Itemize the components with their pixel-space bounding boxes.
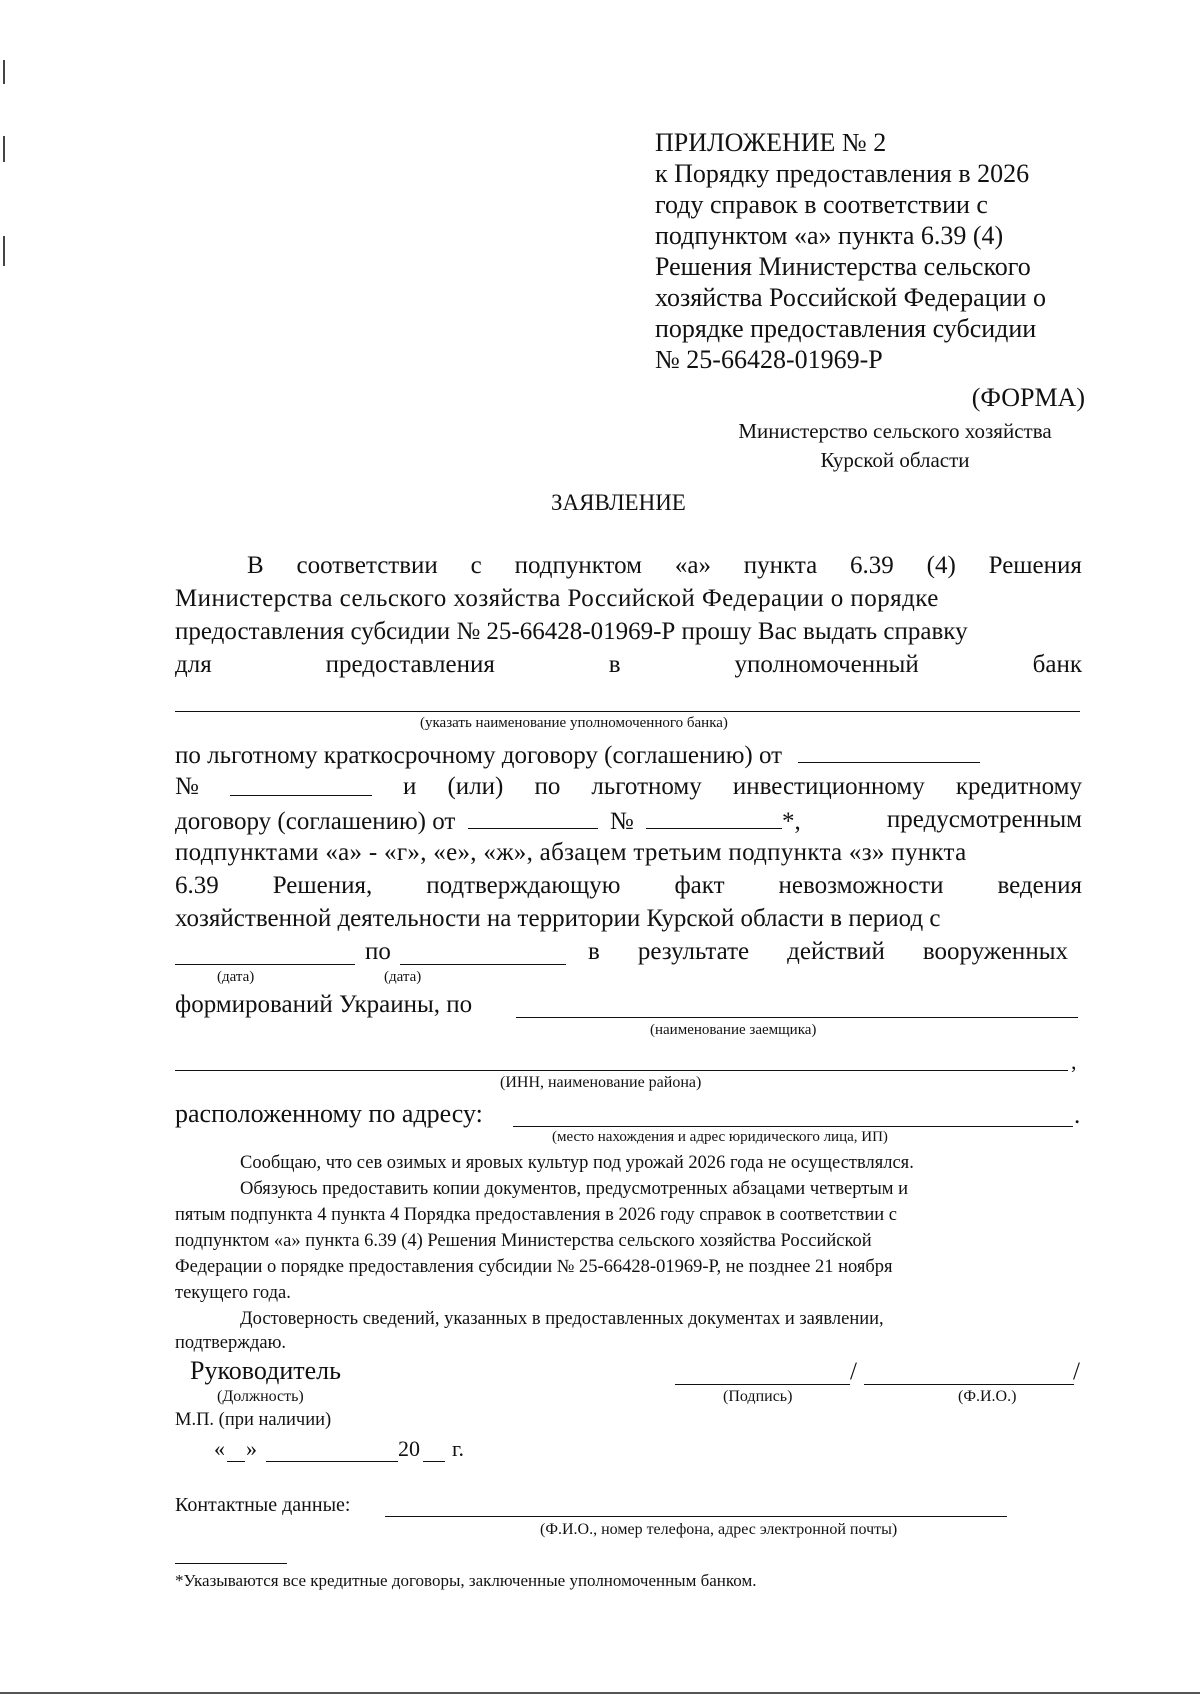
appendix-line: хозяйства Российской Федерации о [655, 283, 1046, 312]
word: с [470, 552, 482, 579]
word: Решения, [272, 872, 373, 899]
word: подпунктом [514, 552, 642, 579]
appendix-block [655, 127, 1046, 375]
number-sign: № [175, 773, 199, 800]
investment-number-field[interactable] [646, 806, 782, 829]
word: банк [1032, 651, 1082, 678]
borrower-name-field[interactable] [516, 1017, 1078, 1018]
word: в [588, 938, 600, 965]
appendix-line: году справок в соответствии с [655, 190, 988, 219]
obligation-line: пятым подпункта 4 пункта 4 Порядка предоставления в 2026 году справок в соответствии с [175, 1205, 897, 1225]
body-line-1 [175, 740, 980, 770]
word: предоставления [325, 651, 495, 678]
word: пункта [743, 552, 818, 579]
body-line-10: расположенному по адресу: [175, 1099, 483, 1128]
contacts-field[interactable] [385, 1516, 1007, 1517]
appendix-line: порядке предоставления субсидии [655, 314, 1037, 343]
word: уполномоченный [734, 651, 919, 678]
fio-slash: / [1073, 1358, 1080, 1385]
position-name: Руководитель [190, 1356, 341, 1385]
scan-edge-mark [3, 236, 5, 266]
borrower-caption: (наименование заемщика) [650, 1022, 817, 1038]
bank-name-field[interactable] [175, 711, 1080, 712]
word: факт [674, 872, 725, 899]
year-field[interactable] [423, 1461, 445, 1462]
confirmation-line: подтверждаю. [175, 1333, 287, 1353]
position-caption: (Должность) [217, 1388, 304, 1405]
body-line-8: формирований Украины, по [175, 991, 473, 1018]
appendix-line: подпунктом «а» пункта 6.39 (4) [655, 221, 1004, 250]
short-term-number-field[interactable] [230, 773, 372, 796]
confirmation-line: Достоверность сведений, указанных в предоставленных документах и заявлении, [240, 1309, 884, 1329]
word: инвестиционному [732, 773, 925, 800]
number-sign: № [609, 808, 634, 835]
day-field[interactable] [227, 1461, 245, 1462]
word: 6.39 [175, 872, 219, 899]
date-open-quote: « [214, 1436, 225, 1461]
body-line-4: подпунктами «а» - «г», «е», «ж», абзацем третьим подпункта «з» пункта [175, 839, 967, 866]
word: для [175, 651, 212, 678]
word: Решения [988, 552, 1082, 579]
word: кредитному [955, 773, 1082, 800]
period-end-field[interactable] [400, 964, 566, 965]
stamp-label: М.П. (при наличии) [175, 1410, 332, 1430]
word: ведения [997, 872, 1082, 899]
year-prefix: 20 [398, 1436, 420, 1461]
footnote-text: *Указываются все кредитные договоры, заключенные уполномоченным банком. [175, 1571, 757, 1590]
appendix-line: № 25-66428-01969-Р [655, 345, 883, 374]
statement-sowing: Сообщаю, что сев озимых и яровых культур под урожай 2026 года не осуществлялся. [240, 1153, 914, 1173]
trailing-comma: , [1071, 1049, 1077, 1074]
form-label: (ФОРМА) [971, 383, 1085, 412]
intro-line-4 [175, 651, 1082, 679]
addressee-line: Курской области [820, 448, 970, 472]
period-start-field[interactable] [175, 964, 355, 965]
body-line-3-end: предусмотренным [886, 806, 1082, 833]
date-caption-start: (дата) [217, 969, 255, 985]
body-line-3 [175, 806, 801, 836]
address-field[interactable] [513, 1126, 1073, 1127]
appendix-title: ПРИЛОЖЕНИЕ № 2 [655, 128, 887, 157]
word: льготному [591, 773, 702, 800]
body-line-7 [588, 938, 1068, 966]
month-field[interactable] [266, 1461, 398, 1462]
obligation-line: Обязуюсь предоставить копии документов, предусмотренных абзацами четвертым и [240, 1179, 909, 1199]
date-caption-end: (дата) [384, 969, 422, 985]
contacts-label: Контактные данные: [175, 1494, 351, 1516]
short-term-date-field[interactable] [798, 740, 980, 763]
word: (4) [926, 552, 956, 579]
word: 6.39 [850, 552, 894, 579]
fio-caption: (Ф.И.О.) [958, 1388, 1017, 1405]
scan-edge-mark [3, 136, 5, 162]
investment-date-field[interactable] [468, 806, 598, 829]
address-caption: (место нахождения и адрес юридического лица, ИП) [552, 1129, 888, 1145]
appendix-line: Решения Министерства сельского [655, 252, 1031, 281]
word: в [608, 651, 621, 678]
date-close-quote: » [246, 1436, 257, 1461]
inn-caption: (ИНН, наименование района) [500, 1074, 702, 1091]
word: результате [637, 938, 750, 965]
word: невозможности [778, 872, 944, 899]
word: В [247, 552, 264, 579]
intro-line-2: Министерства сельского хозяйства Российской Федерации о порядке [175, 585, 939, 612]
intro-line-1 [247, 552, 1082, 580]
obligation-line: подпунктом «а» пункта 6.39 (4) Решения Министерства сельского хозяйства Российской [175, 1231, 872, 1251]
appendix-line: к Порядку предоставления в 2026 [655, 159, 1030, 188]
word: вооруженных [922, 938, 1068, 965]
document-title: ЗАЯВЛЕНИЕ [551, 490, 686, 515]
word: соответствии [296, 552, 438, 579]
word: (или) [447, 773, 504, 800]
body-line-6: хозяйственной деятельности на территории Курской области в период с [175, 905, 941, 932]
word: действий [787, 938, 885, 965]
body-line-2 [175, 773, 1082, 801]
year-suffix: г. [452, 1436, 465, 1461]
trailing-dot: . [1074, 1102, 1081, 1129]
contacts-caption: (Ф.И.О., номер телефона, адрес электронной почты) [540, 1521, 898, 1538]
bank-caption: (указать наименование уполномоченного банка) [420, 715, 728, 731]
body-text: по льготному краткосрочному договору (соглашению) от [175, 742, 783, 769]
word: и [403, 773, 417, 800]
signature-field[interactable] [675, 1384, 850, 1385]
word: «а» [674, 552, 711, 579]
signature-caption: (Подпись) [723, 1388, 793, 1405]
intro-line-3: предоставления субсидии № 25-66428-01969-Р прошу Вас выдать справку [175, 618, 968, 645]
fio-field[interactable] [864, 1384, 1074, 1385]
asterisk-mark: *, [781, 808, 801, 835]
scan-edge-mark [3, 60, 5, 84]
obligation-line: Федерации о порядке предоставления субсидии № 25-66428-01969-Р, не позднее 21 ноября [175, 1257, 893, 1277]
word: подтверждающую [426, 872, 621, 899]
body-text: договору (соглашению) от [175, 808, 456, 835]
body-line-5 [175, 872, 1082, 900]
inn-district-field[interactable] [175, 1070, 1068, 1071]
word-po: по [365, 938, 391, 965]
addressee-line: Министерство сельского хозяйства [738, 419, 1052, 443]
word: по [534, 773, 561, 800]
footnote-divider [175, 1563, 287, 1564]
obligation-line: текущего года. [175, 1283, 291, 1303]
scan-bottom-edge [0, 1692, 1200, 1694]
addressee-block [650, 417, 1140, 475]
signature-slash: / [850, 1358, 857, 1385]
